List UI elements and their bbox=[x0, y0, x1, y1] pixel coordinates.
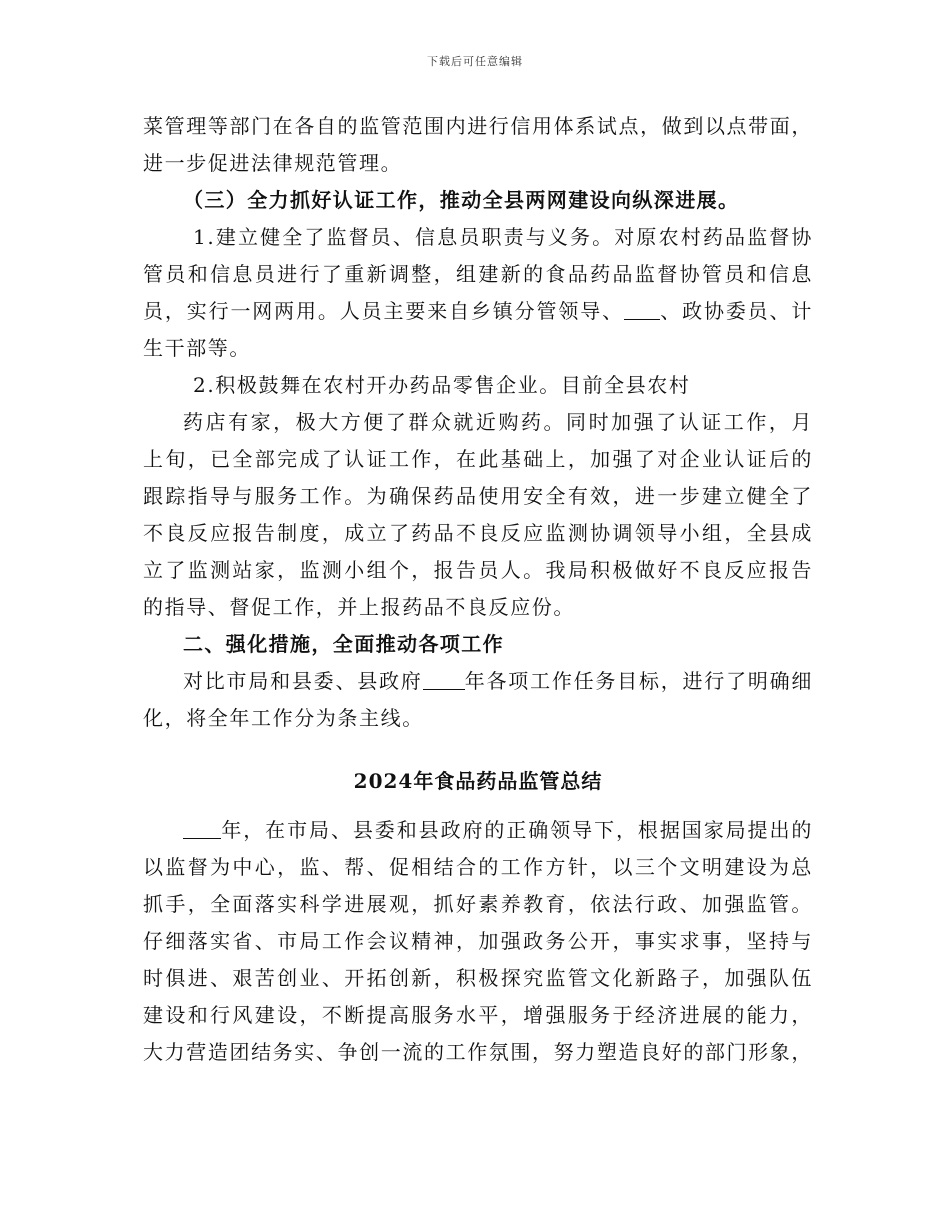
fill-blank bbox=[624, 301, 660, 320]
paragraph-line: 建设和行风建设，不断提高服务水平，增强服务于经济进展的能力， bbox=[143, 1003, 813, 1027]
paragraph-line: 化，将全年工作分为条主线。 bbox=[143, 706, 424, 730]
text-segment: 年各项工作任务目标，进行了明确细 bbox=[464, 669, 813, 693]
paragraph-line: 1.建立健全了监督员、信息员职责与义务。对原农村药品监督协 bbox=[193, 225, 813, 249]
paragraph-line: 菜管理等部门在各自的监管范围内进行信用体系试点，做到以点带面， bbox=[143, 114, 813, 138]
paragraph-line: 不良反应报告制度，成立了药品不良反应监测协调领导小组，全县成 bbox=[143, 521, 813, 545]
paragraph-line: 管员和信息员进行了重新调整，组建新的食品药品监督协管员和信息 bbox=[143, 262, 813, 286]
fill-blank bbox=[183, 820, 221, 839]
paragraph-line: 生干部等。 bbox=[143, 336, 251, 360]
paragraph-line: 进一步促进法律规范管理。 bbox=[143, 151, 403, 175]
document-title: 2024年食品药品监管总结 bbox=[353, 769, 603, 793]
section-heading: （三）全力抓好认证工作，推动全县两网建设向纵深进展。 bbox=[183, 188, 740, 212]
page-header: 下载后可任意编辑 bbox=[427, 55, 523, 68]
paragraph-line: 抓手，全面落实科学进展观，抓好素养教育，依法行政、加强监管。 bbox=[143, 892, 813, 916]
section-heading: 二、强化措施，全面推动各项工作 bbox=[183, 632, 504, 656]
paragraph-line: 以监督为中心，监、帮、促相结合的工作方针，以三个文明建设为总 bbox=[143, 855, 813, 879]
text-segment: 年，在市局、县委和县政府的正确领导下，根据国家局提出的 bbox=[221, 818, 813, 842]
paragraph-line bbox=[143, 293, 813, 330]
text-segment: 、政协委员、计 bbox=[659, 299, 814, 323]
paragraph-line bbox=[143, 663, 813, 700]
paragraph-line: 仔细落实省、市局工作会议精神，加强政务公开，事实求事，坚持与 bbox=[143, 929, 813, 953]
paragraph-line: 上旬，已全部完成了认证工作，在此基础上，加强了对企业认证后的 bbox=[143, 447, 813, 471]
text-segment: 员，实行一网两用。人员主要来自乡镇分管领导、 bbox=[143, 299, 624, 323]
fill-blank bbox=[423, 671, 465, 690]
paragraph-line: 药店有家，极大方便了群众就近购药。同时加强了认证工作，月 bbox=[183, 410, 813, 434]
paragraph-line: 时俱进、艰苦创业、开拓创新，积极探究监管文化新路子，加强队伍 bbox=[143, 966, 813, 990]
paragraph-line: 立了监测站家，监测小组个，报告员人。我局积极做好不良反应报告 bbox=[143, 558, 813, 582]
paragraph-line: 跟踪指导与服务工作。为确保药品使用安全有效，进一步建立健全了 bbox=[143, 484, 813, 508]
paragraph-line: 大力营造团结务实、争创一流的工作氛围，努力塑造良好的部门形象， bbox=[143, 1040, 813, 1064]
document-body bbox=[143, 108, 813, 1071]
paragraph-line bbox=[143, 812, 813, 849]
paragraph-line: 2.积极鼓舞在农村开办药品零售企业。目前全县农村 bbox=[193, 373, 691, 397]
text-segment: 对比市局和县委、县政府 bbox=[183, 669, 423, 693]
paragraph-line: 的指导、督促工作，并上报药品不良反应份。 bbox=[143, 595, 575, 619]
